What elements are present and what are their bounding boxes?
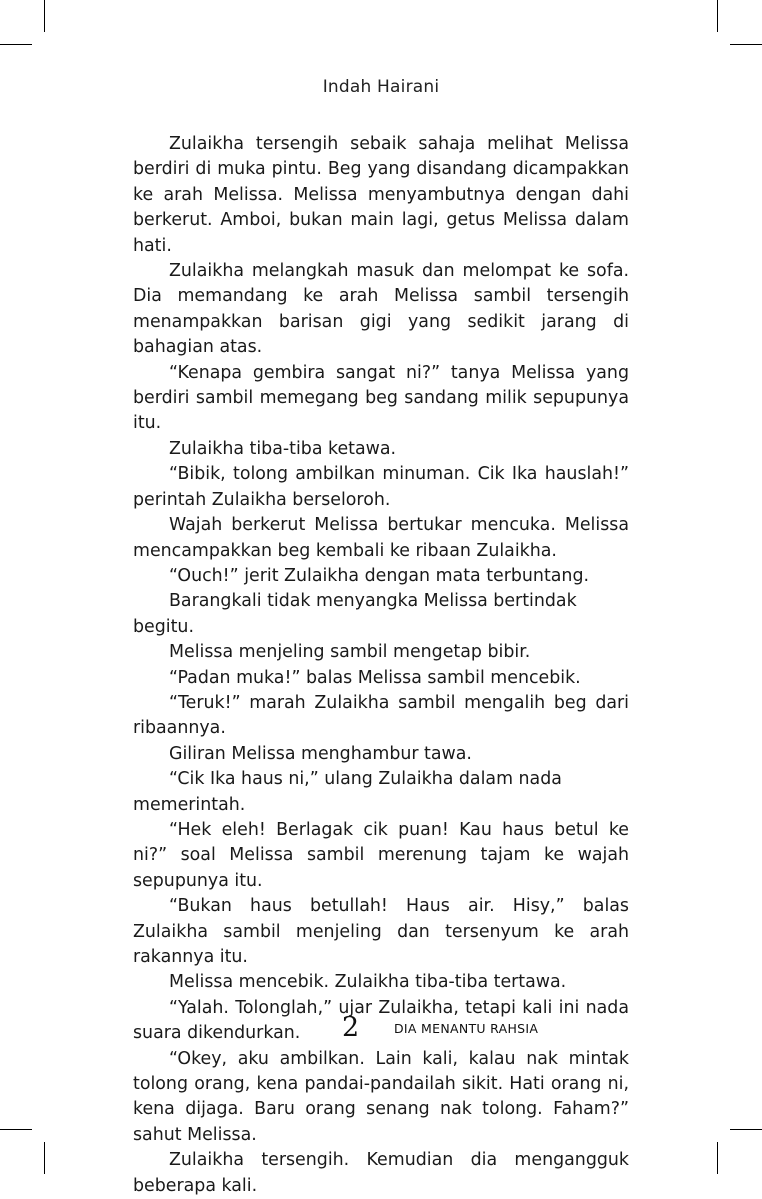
running-header-author: Indah Hairani [322, 77, 440, 97]
paragraph: Wajah berkerut Melissa bertukar mencuka. Melissa mencampakkan beg kembali ke ribaan Zulaikha. [133, 515, 629, 561]
crop-mark-bottom-left-horizontal [0, 1129, 32, 1130]
paragraph: Zulaikha tiba-tiba ketawa. [169, 438, 397, 459]
paragraph: “Bibik, tolong ambilkan minuman. Cik Ika hauslah!” perintah Zulaikha berseloroh. [133, 464, 629, 510]
page-number: 2 [342, 1012, 360, 1043]
paragraph: Melissa mencebik. Zulaikha tiba-tiba tertawa. [169, 972, 567, 993]
paragraph: “Kenapa gembira sangat ni?” tanya Melissa yang berdiri sambil memegang beg sandang milik sepupunya itu. [133, 362, 629, 434]
crop-mark-top-left-horizontal [0, 44, 32, 45]
crop-mark-bottom-right-horizontal [730, 1129, 762, 1130]
paragraph: “Ouch!” jerit Zulaikha dengan mata terbuntang. [169, 565, 590, 586]
paragraph: “Hek eleh! Berlagak cik puan! Kau haus betul ke ni?” soal Melissa sambil merenung tajam ke wajah sepupunya itu. [133, 819, 629, 891]
crop-mark-top-left-vertical [44, 0, 45, 32]
crop-mark-top-right-horizontal [730, 44, 762, 45]
page-footer [0, 1012, 762, 1046]
crop-mark-bottom-right-vertical [717, 1142, 718, 1174]
paragraph: Barangkali tidak menyangka Melissa bertindak begitu. [133, 591, 577, 637]
paragraph: “Okey, aku ambilkan. Lain kali, kalau nak mintak tolong orang, kena pandai-pandailah sikit. Hati orang ni, kena dijaga. Baru orang senang nak tolong. Faham?” sahut Melissa. [133, 1048, 629, 1145]
paragraph: Giliran Melissa menghambur tawa. [169, 743, 472, 764]
paragraph: “Bukan haus betullah! Haus air. Hisy,” balas Zulaikha sambil menjeling dan tersenyum ke arah rakannya itu. [133, 896, 629, 967]
paragraph: “Cik Ika haus ni,” ulang Zulaikha dalam nada memerintah. [133, 769, 562, 815]
running-footer-book-title: DIA MENANTU RAHSIA [394, 1021, 539, 1036]
paragraph: Melissa menjeling sambil mengetap bibir. [169, 642, 531, 663]
paragraph: Zulaikha melangkah masuk dan melompat ke sofa. Dia memandang ke arah Melissa sambil tersengih menampakkan barisan gigi yang sedikit jarang di bahagian atas. [133, 261, 629, 358]
crop-mark-bottom-left-vertical [44, 1142, 45, 1174]
paragraph: “Yalah. Tolonglah,” ujar Zulaikha, tetapi kali ini nada suara dikendurkan. [133, 997, 629, 1044]
paragraph: “Teruk!” marah Zulaikha sambil mengalih beg dari ribaannya. [133, 692, 629, 739]
crop-mark-top-right-vertical [717, 0, 718, 32]
paragraph: Zulaikha tersengih. Kemudian dia mengangguk beberapa kali. [133, 1150, 629, 1196]
paragraph: “Padan muka!” balas Melissa sambil mencebik. [169, 667, 581, 688]
paragraph: Zulaikha tersengih sebaik sahaja melihat Melissa berdiri di muka pintu. Beg yang disandang dicampakkan ke arah Melissa. Melissa menyambutnya dengan dahi berkerut. Amboi, bukan main lagi, getus Melissa dalam hati. [133, 134, 629, 256]
